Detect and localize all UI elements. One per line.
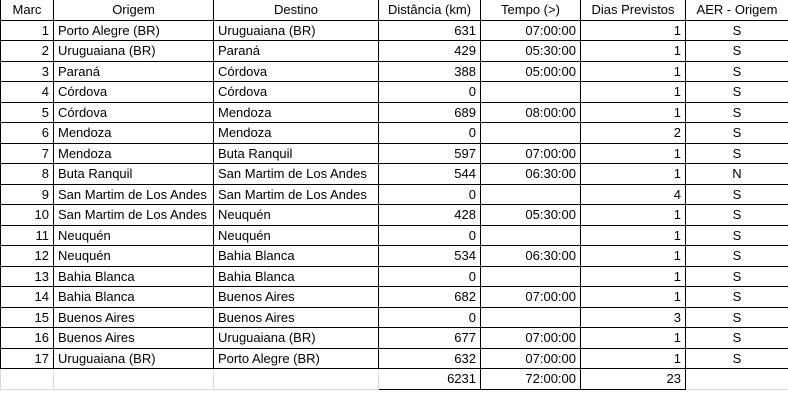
header-destino[interactable]: Destino [214,0,379,20]
marc-cell[interactable]: 7 [1,143,54,164]
destino-cell[interactable]: Córdova [214,61,379,82]
destino-cell[interactable]: Uruguaiana (BR) [214,328,379,349]
origem-cell[interactable]: Mendoza [54,143,214,164]
aer-cell[interactable]: S [686,205,788,226]
distancia-cell[interactable]: 428 [379,205,481,226]
marc-cell[interactable]: 2 [1,41,54,62]
table-row [1,61,788,82]
destino-cell[interactable]: Mendoza [214,123,379,144]
destino-cell[interactable]: Córdova [214,82,379,103]
table-row [1,164,788,185]
marc-cell[interactable]: 5 [1,102,54,123]
dias-cell[interactable]: 1 [581,287,686,308]
aer-cell[interactable]: S [686,328,788,349]
destino-cell[interactable]: San Martim de Los Andes [214,184,379,205]
table-body [1,20,788,369]
marc-cell[interactable]: 9 [1,184,54,205]
distancia-cell[interactable]: 0 [379,82,481,103]
aer-cell[interactable]: N [686,164,788,185]
origem-cell[interactable]: Mendoza [54,123,214,144]
totals-blank-cell[interactable] [214,369,379,390]
table-row [1,20,788,41]
totals-blank-cell[interactable] [1,369,54,390]
destino-cell[interactable]: Buta Ranquil [214,143,379,164]
origem-cell[interactable]: Neuquén [54,246,214,267]
header-row [1,0,788,20]
table-row [1,143,788,164]
distancia-cell[interactable]: 689 [379,102,481,123]
table-row [1,307,788,328]
totals-blank-cell[interactable] [686,369,788,390]
distancia-cell[interactable]: 534 [379,246,481,267]
aer-cell[interactable]: S [686,82,788,103]
origem-cell[interactable]: Neuquén [54,225,214,246]
marc-cell[interactable]: 12 [1,246,54,267]
aer-cell[interactable]: S [686,287,788,308]
destino-cell[interactable]: Neuquén [214,225,379,246]
tempo-cell[interactable]: 07:00:00 [481,328,581,349]
origem-cell[interactable]: Bahia Blanca [54,287,214,308]
marc-cell[interactable]: 3 [1,61,54,82]
dias-cell[interactable]: 1 [581,82,686,103]
origem-cell[interactable]: Bahia Blanca [54,266,214,287]
dias-cell[interactable]: 1 [581,102,686,123]
origem-cell[interactable]: San Martim de Los Andes [54,184,214,205]
distancia-cell[interactable]: 0 [379,266,481,287]
table-row [1,102,788,123]
origem-cell[interactable]: Córdova [54,82,214,103]
dias-cell[interactable]: 1 [581,225,686,246]
marc-cell[interactable]: 11 [1,225,54,246]
marc-cell[interactable]: 14 [1,287,54,308]
distancia-cell[interactable]: 597 [379,143,481,164]
tempo-cell[interactable]: 07:00:00 [481,143,581,164]
tempo-cell[interactable]: 07:00:00 [481,20,581,41]
table-row [1,328,788,349]
totals-blank-cell[interactable] [54,369,214,390]
marc-cell[interactable]: 17 [1,348,54,369]
aer-cell[interactable]: S [686,184,788,205]
aer-cell[interactable]: S [686,348,788,369]
table-row [1,41,788,62]
destino-cell[interactable]: Bahia Blanca [214,246,379,267]
table-row [1,266,788,287]
distancia-cell[interactable]: 0 [379,123,481,144]
origem-cell[interactable]: Córdova [54,102,214,123]
dias-cell[interactable]: 1 [581,164,686,185]
table-row [1,205,788,226]
marc-cell[interactable]: 13 [1,266,54,287]
dias-cell[interactable]: 2 [581,123,686,144]
dias-cell[interactable]: 1 [581,266,686,287]
marc-cell[interactable]: 15 [1,307,54,328]
dias-cell[interactable]: 3 [581,307,686,328]
tempo-cell[interactable]: 07:00:00 [481,287,581,308]
destino-cell[interactable]: Buenos Aires [214,307,379,328]
tempo-cell[interactable] [481,266,581,287]
aer-cell[interactable]: S [686,143,788,164]
header-distancia[interactable]: Distância (km) [379,0,481,20]
marc-cell[interactable]: 6 [1,123,54,144]
table-row [1,123,788,144]
dias-cell[interactable]: 4 [581,184,686,205]
distancia-cell[interactable]: 677 [379,328,481,349]
dias-cell[interactable]: 1 [581,205,686,226]
distancia-cell[interactable]: 0 [379,184,481,205]
destino-cell[interactable]: Paraná [214,41,379,62]
aer-cell[interactable]: S [686,266,788,287]
header-origem[interactable]: Origem [54,0,214,20]
dias-cell[interactable]: 1 [581,328,686,349]
table-row [1,246,788,267]
destino-cell[interactable]: Buenos Aires [214,287,379,308]
total-tempo-cell[interactable]: 72:00:00 [481,369,581,390]
aer-cell[interactable]: S [686,20,788,41]
destino-cell[interactable]: San Martim de Los Andes [214,164,379,185]
origem-cell[interactable]: Buenos Aires [54,328,214,349]
distancia-cell[interactable]: 388 [379,61,481,82]
tempo-cell[interactable]: 07:00:00 [481,348,581,369]
header-aer[interactable]: AER - Origem [686,0,788,20]
destino-cell[interactable]: Mendoza [214,102,379,123]
distancia-cell[interactable]: 632 [379,348,481,369]
marc-cell[interactable]: 8 [1,164,54,185]
tempo-cell[interactable]: 06:30:00 [481,164,581,185]
aer-cell[interactable]: S [686,61,788,82]
tempo-cell[interactable] [481,225,581,246]
distancia-cell[interactable]: 429 [379,41,481,62]
distancia-cell[interactable]: 631 [379,20,481,41]
marc-cell[interactable]: 10 [1,205,54,226]
distancia-cell[interactable]: 0 [379,225,481,246]
tempo-cell[interactable]: 08:00:00 [481,102,581,123]
destino-cell[interactable]: Bahia Blanca [214,266,379,287]
origem-cell[interactable]: San Martim de Los Andes [54,205,214,226]
aer-cell[interactable]: S [686,102,788,123]
distancia-cell[interactable]: 0 [379,307,481,328]
destino-cell[interactable]: Neuquén [214,205,379,226]
dias-cell[interactable]: 1 [581,143,686,164]
tempo-cell[interactable] [481,307,581,328]
table-row [1,348,788,369]
tempo-cell[interactable] [481,123,581,144]
origem-cell[interactable]: Buenos Aires [54,307,214,328]
destino-cell[interactable]: Porto Alegre (BR) [214,348,379,369]
aer-cell[interactable]: S [686,225,788,246]
aer-cell[interactable]: S [686,41,788,62]
total-distancia-cell[interactable]: 6231 [379,369,481,390]
table-row [1,184,788,205]
dias-cell[interactable]: 1 [581,61,686,82]
origem-cell[interactable]: Uruguaiana (BR) [54,41,214,62]
dias-cell[interactable]: 1 [581,41,686,62]
destino-cell[interactable]: Uruguaiana (BR) [214,20,379,41]
header-tempo[interactable]: Tempo (>) [481,0,581,20]
origem-cell[interactable]: Buta Ranquil [54,164,214,185]
aer-cell[interactable]: S [686,307,788,328]
header-dias[interactable]: Dias Previstos [581,0,686,20]
aer-cell[interactable]: S [686,246,788,267]
marc-cell[interactable]: 16 [1,328,54,349]
distancia-cell[interactable]: 682 [379,287,481,308]
marc-cell[interactable]: 1 [1,20,54,41]
table-row [1,287,788,308]
total-dias-cell[interactable]: 23 [581,369,686,390]
origem-cell[interactable]: Paraná [54,61,214,82]
origem-cell[interactable]: Uruguaiana (BR) [54,348,214,369]
marc-cell[interactable]: 4 [1,82,54,103]
tempo-cell[interactable] [481,184,581,205]
tempo-cell[interactable]: 05:00:00 [481,61,581,82]
origem-cell[interactable]: Porto Alegre (BR) [54,20,214,41]
tempo-cell[interactable]: 06:30:00 [481,246,581,267]
aer-cell[interactable]: S [686,123,788,144]
table-row [1,82,788,103]
dias-cell[interactable]: 1 [581,20,686,41]
dias-cell[interactable]: 1 [581,348,686,369]
table-row [1,225,788,246]
tempo-cell[interactable]: 05:30:00 [481,41,581,62]
header-marc[interactable]: Marc [1,0,54,20]
dias-cell[interactable]: 1 [581,246,686,267]
distancia-cell[interactable]: 544 [379,164,481,185]
tempo-cell[interactable] [481,82,581,103]
totals-row [1,369,788,390]
tempo-cell[interactable]: 05:30:00 [481,205,581,226]
